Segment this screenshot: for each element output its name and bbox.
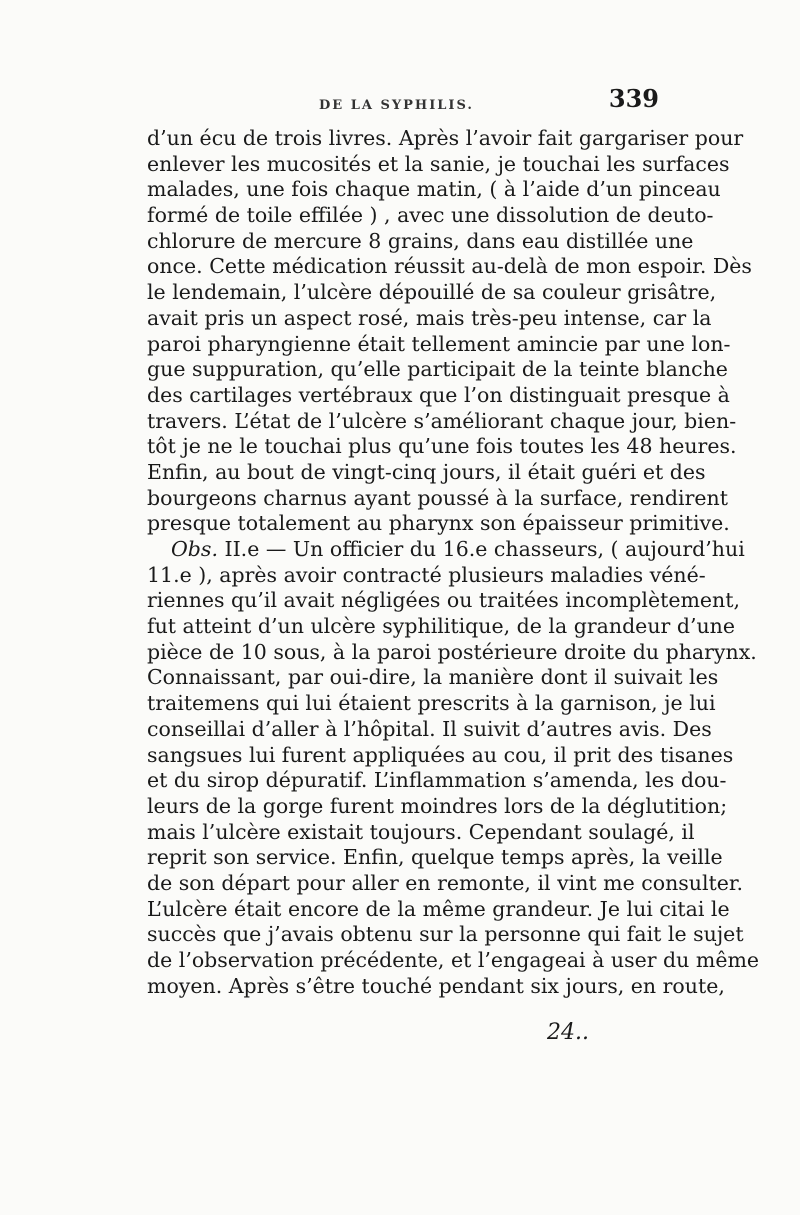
text-line: conseillai d’aller à l’hôpital. Il suivit d’autres avis. Des: [147, 716, 712, 741]
text-line: sangsues lui furent appliquées au cou, il prit des tisanes: [147, 742, 734, 767]
body-text: [147, 126, 760, 999]
text-line: avait pris un aspect rosé, mais très-peu intense, car la: [147, 305, 712, 330]
text-line: formé de toile effilée ) , avec une dissolution de deuto-: [147, 203, 714, 228]
text-line: de l’observation précédente, et l’engageai à user du même: [147, 948, 760, 972]
signature-mark: 24..: [547, 1020, 589, 1045]
text-line: succès que j’avais obtenu sur la personne qui fait le sujet: [147, 922, 744, 947]
text-line: reprit son service. Enfin, quelque temps après, la veille: [147, 845, 723, 870]
text-line: 11.e ), après avoir contracté plusieurs maladies véné-: [147, 562, 706, 587]
text-line: travers. L’état de l’ulcère s’améliorant chaque jour, bien-: [147, 408, 737, 433]
text-line: malades, une fois chaque matin, ( à l’aide d’un pinceau: [147, 177, 721, 202]
text-line: gue suppuration, qu’elle participait de la teinte blanche: [147, 357, 728, 382]
text-line: Enfin, au bout de vingt-cinq jours, il était guéri et des: [147, 459, 706, 484]
page-number: 339: [608, 84, 659, 113]
text-line: moyen. Après s’être touché pendant six jours, en route,: [147, 973, 725, 998]
text-line: once. Cette médication réussit au-delà de mon espoir. Dès: [147, 254, 752, 279]
text-line: enlever les mucosités et la sanie, je touchai les surfaces: [147, 151, 730, 176]
running-title: DE LA SYPHILIS.: [319, 98, 474, 113]
text-line: riennes qu’il avait négligées ou traitées incomplètement,: [147, 588, 741, 613]
text-line: le lendemain, l’ulcère dépouillé de sa couleur grisâtre,: [147, 280, 717, 305]
text-line: paroi pharyngienne était tellement amincie par une lon-: [147, 331, 731, 356]
text-line: pièce de 10 sous, à la paroi postérieure droite du pharynx.: [147, 639, 757, 664]
page-header: [147, 84, 667, 124]
text-line: des cartilages vertébraux que l’on distinguait presque à: [147, 382, 730, 407]
text-line: leurs de la gorge furent moindres lors de la déglutition;: [147, 793, 728, 818]
text-line: bourgeons charnus ayant poussé à la surface, rendirent: [147, 485, 728, 510]
text-line: fut atteint d’un ulcère syphilitique, de la grandeur d’une: [147, 614, 736, 639]
text-line: et du sirop dépuratif. L’inflammation s’amenda, les dou-: [147, 768, 727, 793]
text-line: tôt je ne le touchai plus qu’une fois toutes les 48 heures.: [147, 434, 737, 459]
text-line: Obs. II.e — Un officier du 16.e chasseurs, ( aujourd’hui: [171, 537, 745, 561]
text-line: presque totalement au pharynx son épaisseur primitive.: [147, 511, 730, 536]
text-line: mais l’ulcère existait toujours. Cependant soulagé, il: [147, 819, 695, 844]
text-line: L’ulcère était encore de la même grandeur. Je lui citai le: [147, 896, 730, 921]
text-line: traitemens qui lui étaient prescrits à la garnison, je lui: [147, 691, 716, 716]
text-line: Connaissant, par oui-dire, la manière dont il suivait les: [147, 665, 719, 690]
text-line: de son départ pour aller en remonte, il vint me consulter.: [147, 870, 743, 895]
text-line: d’un écu de trois livres. Après l’avoir fait gargariser pour: [147, 126, 744, 150]
text-line: chlorure de mercure 8 grains, dans eau distillée une: [147, 228, 694, 253]
